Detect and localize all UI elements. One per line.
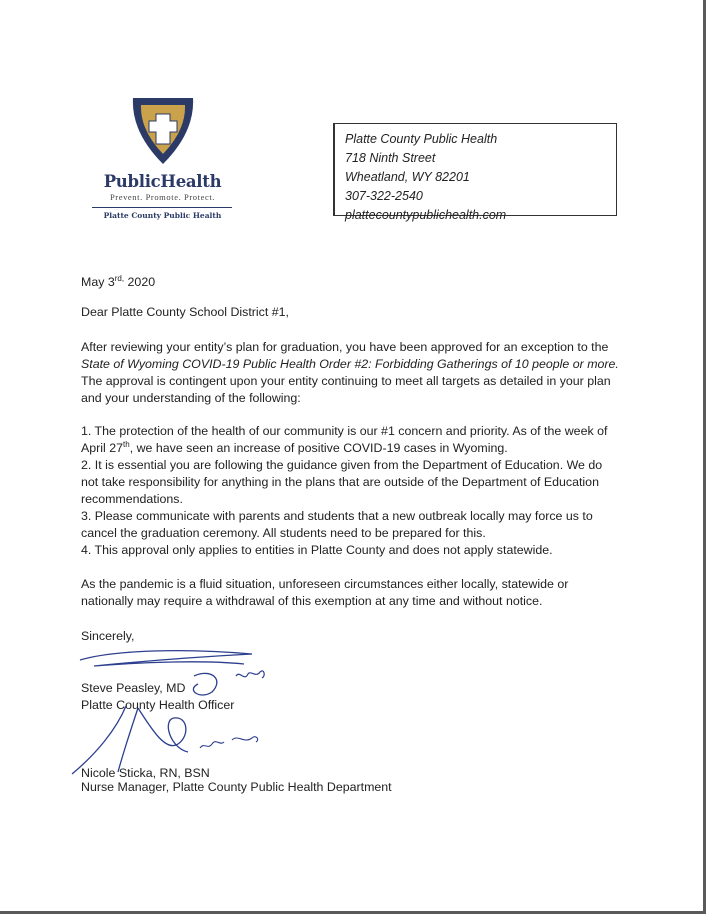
shield-cross-icon <box>125 92 201 168</box>
list-item-1: 1. The protection of the health of our community is our #1 concern and priority. As of the week of April 27th, we have seen an increase of positive COVID-19 cases in Wyoming. <box>81 424 608 455</box>
address-website: plattecountypublichealth.com <box>345 208 507 222</box>
address-box <box>333 123 617 222</box>
address-city: Wheatland, WY 82201 <box>345 170 470 184</box>
public-health-logo <box>100 92 225 220</box>
address-org: Platte County Public Health <box>345 132 498 146</box>
address-phone: 307-322-2540 <box>345 189 423 203</box>
letter-date: May $3^{rd,}$ 2020 <box>81 274 156 289</box>
logo-divider <box>92 207 232 208</box>
signer-1-title: Platte County Health Officer <box>81 698 235 712</box>
salutation: Dear Platte County School District #1, <box>81 305 289 319</box>
paragraph-intro: After reviewing your entity’s plan for graduation, you have been approved for an exception to the State of Wyoming COVID-19 Public Health Order #2: Forbidding Gatherings of 10 people or more. The approval is contingent upon your entity continuing to meet all targets as detailed in your plan and your understanding of the following: <box>81 340 619 405</box>
signer-2-name: Nicole Sticka, RN, BSN <box>81 766 210 780</box>
signer-2-title: Nurse Manager, Platte County Public Health Department <box>81 780 392 794</box>
list-item-2: 2. It is essential you are following the guidance given from the Department of Education. We do not take responsibility for anything in the plans that are outside of the Department of Education recommendations. <box>81 458 603 506</box>
logo-tagline: Prevent. Promote. Protect. <box>109 192 216 202</box>
address-street: 718 Ninth Street <box>345 151 436 165</box>
closing: Sincerely, <box>81 629 135 643</box>
signer-1-name: Steve Peasley, MD <box>81 681 186 695</box>
logo-title: PublicHealth <box>103 172 222 191</box>
paragraph-closing-note: As the pandemic is a fluid situation, unforeseen circumstances either locally, statewide or nationally may require a withdrawal of this exemption at any time and without notice. <box>81 577 569 608</box>
list-item-4: 4. This approval only applies to entities in Platte County and does not apply statewide. <box>81 543 553 557</box>
logo-county-name: Platte County Public Health <box>103 211 222 220</box>
list-item-3: 3. Please communicate with parents and students that a new outbreak locally may force us to cancel the graduation ceremony. All students need to be prepared for this. <box>81 509 593 540</box>
